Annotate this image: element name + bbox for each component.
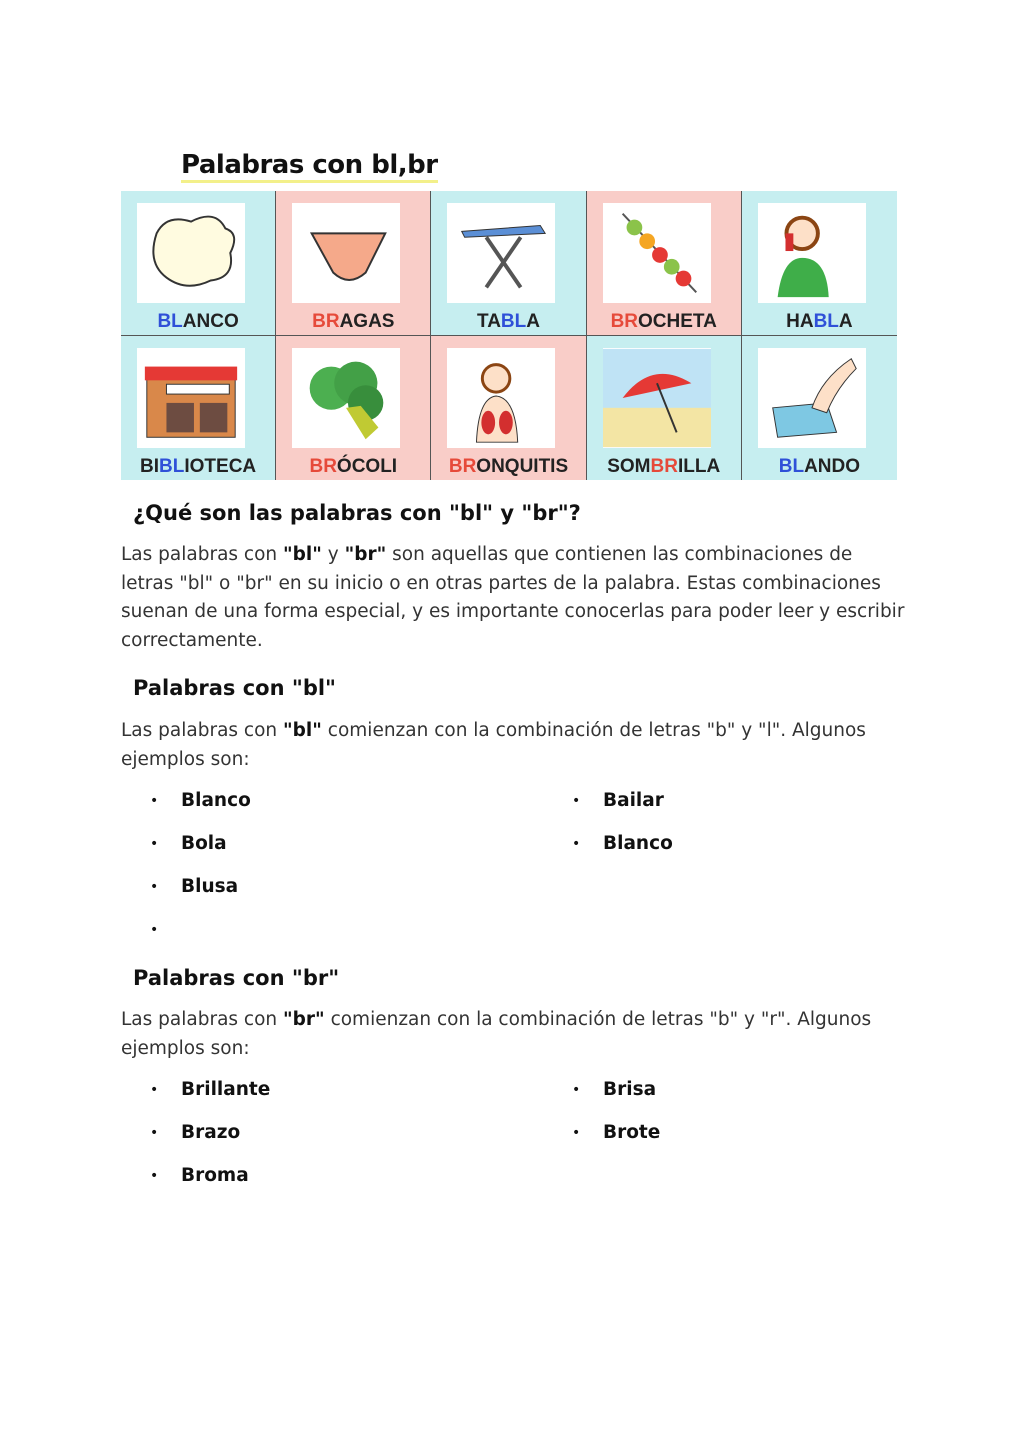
document-title: Palabras con bl,br <box>181 150 438 183</box>
picture-frame <box>758 348 866 448</box>
card-label: BLANCO <box>157 311 239 332</box>
example-word: Brazo <box>181 1122 241 1143</box>
example-word: Bailar <box>603 790 664 811</box>
picture-card-grid <box>121 191 897 480</box>
card-label: SOMBRILLA <box>607 456 721 477</box>
example-word: Blusa <box>181 876 239 897</box>
card-label: BRAGAS <box>312 311 395 332</box>
bullet-icon: • <box>572 1125 581 1141</box>
bullet-icon: • <box>150 879 159 895</box>
example-word: Broma <box>181 1165 249 1186</box>
example-word: Blanco <box>181 790 251 811</box>
picture-frame <box>292 203 400 303</box>
picture-card <box>587 336 742 480</box>
picture-card <box>431 336 586 480</box>
section-heading-what: ¿Qué son las palabras con "bl" y "br"? <box>133 501 581 525</box>
example-word: Blanco <box>603 833 673 854</box>
bullet-icon: • <box>572 836 581 852</box>
coughing-woman-icon <box>447 348 555 448</box>
picture-frame <box>447 348 555 448</box>
bullet-icon: • <box>150 793 159 809</box>
picture-card <box>276 191 431 336</box>
sponge-hand-icon <box>758 348 866 448</box>
girl-phone-icon <box>758 203 866 303</box>
card-label: BIBLIOTECA <box>140 456 257 477</box>
bullet-icon: • <box>150 1125 159 1141</box>
picture-card <box>276 336 431 480</box>
picture-card <box>121 336 276 480</box>
picture-card <box>742 191 897 336</box>
bullet-icon: • <box>572 793 581 809</box>
picture-card <box>587 191 742 336</box>
ironing-board-icon <box>447 203 555 303</box>
bullet-icon: • <box>572 1082 581 1098</box>
card-label: BROCHETA <box>610 311 717 332</box>
picture-card <box>742 336 897 480</box>
picture-frame <box>292 348 400 448</box>
milk-splash-icon <box>137 203 245 303</box>
paragraph-bl: Las palabras con "bl" comienzan con la combinación de letras "b" y "l". Algunos ejemplos son: <box>121 720 866 770</box>
card-label: HABLA <box>786 311 853 332</box>
beach-umbrella-icon <box>603 348 711 448</box>
picture-frame <box>137 348 245 448</box>
picture-card <box>121 191 276 336</box>
picture-frame <box>603 203 711 303</box>
section-heading-br: Palabras con "br" <box>133 966 340 990</box>
picture-frame <box>137 203 245 303</box>
card-label: BRONQUITIS <box>448 456 569 477</box>
example-word: Bola <box>181 833 227 854</box>
picture-frame <box>603 348 711 448</box>
bullet-icon: • <box>150 836 159 852</box>
paragraph-br: Las palabras con "br" comienzan con la combinación de letras "b" y "r". Algunos ejemplos son: <box>121 1009 872 1059</box>
card-label: BLANDO <box>778 456 861 477</box>
broccoli-icon <box>292 348 400 448</box>
picture-frame <box>758 203 866 303</box>
card-label: TABLA <box>477 311 540 332</box>
bullet-icon: • <box>150 922 159 938</box>
example-word: Brote <box>603 1122 661 1143</box>
example-word: Brisa <box>603 1079 657 1100</box>
paragraph-what: Las palabras con "bl" y "br" son aquellas que contienen las combinaciones de letras "bl" o "br" en su inicio o en otras partes de la palabra. Estas combinaciones suenan de una forma especial, y es importante conocerlas para poder leer y escribir correctamente. <box>121 544 905 651</box>
example-word: Brillante <box>181 1079 271 1100</box>
bullet-icon: • <box>150 1168 159 1184</box>
picture-card <box>431 191 586 336</box>
library-icon <box>137 348 245 448</box>
underwear-icon <box>292 203 400 303</box>
section-heading-bl: Palabras con "bl" <box>133 676 336 700</box>
skewer-icon <box>603 203 711 303</box>
bullet-icon: • <box>150 1082 159 1098</box>
card-label: BRÓCOLI <box>309 456 398 477</box>
picture-frame <box>447 203 555 303</box>
